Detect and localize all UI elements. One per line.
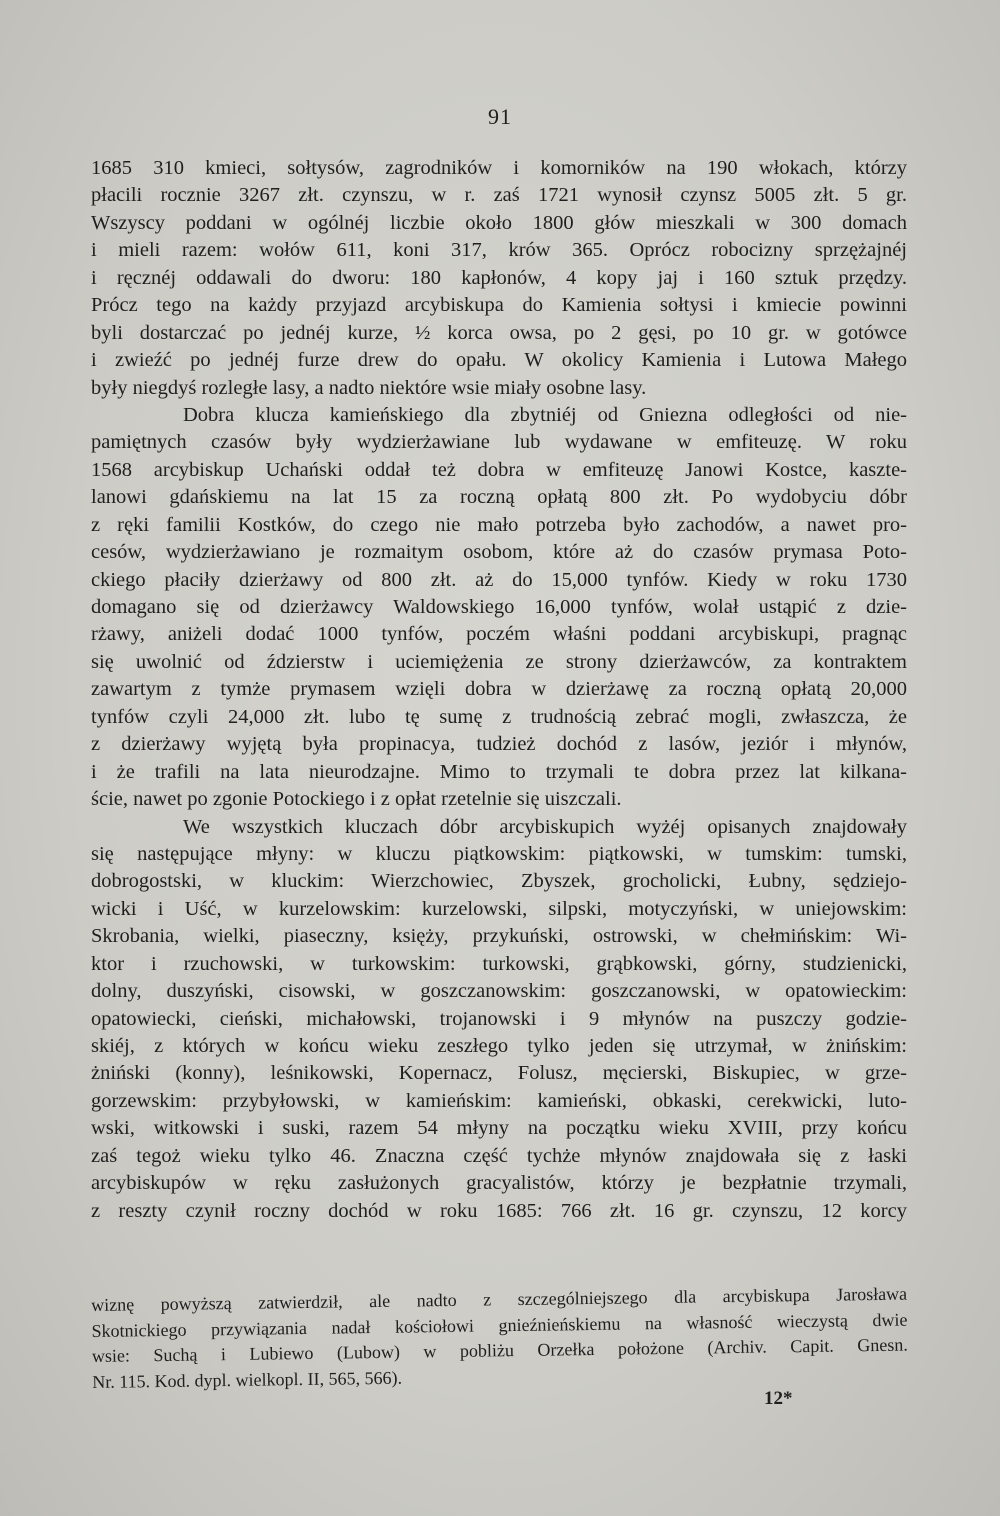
text-line: ście, nawet po zgonie Potockiego i z opłat rzetelnie się uiszczali. <box>91 788 622 811</box>
text-line: z dzierżawy wyjętą była propinacya, tudzież dochód z lasów, jeziór i młynów, <box>91 733 907 756</box>
text-line: byli dostarczać po jednéj kurze, ½ korca owsa, po 2 gęsi, po 10 gr. w gotówce <box>91 321 907 344</box>
text-line: i mieli razem: wołów 611, koni 317, krów 365. Oprócz robocizny sprzężajnéj <box>91 239 907 262</box>
text-line: skiéj, z których w końcu wieku zeszłego tylko jeden się utrzymał, w żnińskim: <box>91 1035 907 1057</box>
text-line: wicki i Uść, w kurzelowskim: kurzelowski, silpski, motyczyński, w uniejowskim: <box>91 897 907 920</box>
text-line: żniński (konny), leśnikowski, Kopernacz, Folusz, męcierski, Biskupiec, w grze- <box>91 1062 907 1085</box>
text-line: i zwieźć po jednéj furze drew do opału. W okolicy Kamienia i Lutowa Małego <box>91 349 907 372</box>
text-line: i że trafili na lata nieurodzajne. Mimo to trzymali te dobra przez lat kilkana- <box>91 760 907 783</box>
footnote-line: Skotnickiego przywiązania nadał kościołowi gnieźnieńskiemu na własność wieczystą dwie <box>91 1309 908 1341</box>
text-line: gorzewskim: przybyłowski, w kamieńskim: kamieński, obkaski, cerekwicki, luto- <box>91 1089 907 1112</box>
signature-mark: 12* <box>764 1388 793 1409</box>
text-line: rżawy, aniżeli dodać 1000 tynfów, poczém właśni poddani arcybiskupi, pragnąc <box>91 623 907 646</box>
text-line: Dobra klucza kamieńskiego dla zbytniéj od Gniezna odległości od nie- <box>183 403 907 426</box>
text-line: 1685 310 kmieci, sołtysów, zagrodników i komorników na 190 włokach, którzy <box>91 157 907 179</box>
page-number: 91 <box>488 104 512 129</box>
text-line: Skrobania, wielki, piaseczny, księży, przykuński, ostrowski, w chełmińskim: Wi- <box>91 925 907 948</box>
text-line: Prócz tego na każdy przyjazd arcybiskupa do Kamienia sołtysi i kmiecie powinni <box>91 294 907 317</box>
text-line: dobrogostski, w kluckim: Wierzchowiec, Zbyszek, grocholicki, Łubny, sędziejo- <box>91 870 907 893</box>
text-line: arcybiskupów w ręku zasłużonych gracyalistów, którzy je bezpłatnie trzymali, <box>91 1172 907 1195</box>
text-line: tynfów czyli 24,000 złt. lubo tę sumę z trudnością zebrać mogli, zwłaszcza, że <box>91 705 907 728</box>
body-text <box>91 155 907 1225</box>
text-line: płacili rocznie 3267 złt. czynszu, w r. zaś 1721 wynosił czynsz 5005 złt. 5 gr. <box>91 184 907 207</box>
text-line: domagano się od dzierżawcy Waldowskiego 16,000 tynfów, wolał ustąpić z dzie- <box>91 596 907 618</box>
text-line: cesów, wydzierżawiano je rozmaitym osobom, które aż do czasów prymasa Poto- <box>91 541 907 564</box>
text-line: lanowi gdańskiemu na lat 15 za roczną opłatą 800 złt. Po wydobyciu dóbr <box>91 486 907 509</box>
text-line: opatowiecki, cieński, michałowski, trojanowski i 9 młynów na puszczy godzie- <box>91 1007 907 1030</box>
text-line: zawartym z tymże prymasem wzięli dobra w dzierżawę za roczną opłatą 20,000 <box>91 678 907 701</box>
text-line: i ręcznéj oddawali do dworu: 180 kapłonów, 4 kopy jaj i 160 sztuk przędzy. <box>91 266 907 289</box>
text-line: We wszystkich kluczach dóbr arcybiskupich wyżéj opisanych znajdowały <box>183 815 907 838</box>
text-line: 1568 arcybiskup Uchański oddał też dobra w emfiteuzę Janowi Kostce, kaszte- <box>91 458 907 481</box>
text-line: wski, witkowski i suski, razem 54 młyny na początku wieku XVIII, przy końcu <box>91 1117 907 1140</box>
text-line: ckiego płaciły dzierżawy od 800 złt. aż do 15,000 tynfów. Kiedy w roku 1730 <box>91 568 907 591</box>
text-line: dolny, duszyński, cisowski, w goszczanowskim: goszczanowski, w opatowieckim: <box>91 980 907 1003</box>
text-line: się uwolnić od ździerstw i uciemiężenia ze strony dzierżawców, za kontraktem <box>91 650 907 673</box>
text-line: się następujące młyny: w kluczu piątkowskim: piątkowski, w tumskim: tumski, <box>91 842 907 865</box>
footnote-line: wiznę powyższą zatwierdził, ale nadto z szczególniejszego dla arcybiskupa Jarosława <box>91 1283 908 1315</box>
text-line: ktor i rzuchowski, w turkowskim: turkowski, grąbkowski, górny, studzienicki, <box>91 952 907 975</box>
text-line: z ręki familii Kostków, do czego nie mało potrzeba było zachodów, a nawet pro- <box>91 513 907 536</box>
footnote-line: wsie: Suchą i Lubiewo (Lubow) w pobliżu Orzełka położone (Archiv. Capit. Gnesn. <box>91 1334 908 1366</box>
text-line: pamiętnych czasów były wydzierżawiane lub wydawane w emfiteuzę. W roku <box>91 431 907 454</box>
text-line: były niegdyś rozległe lasy, a nadto niektóre wsie miały osobne lasy. <box>91 376 647 399</box>
text-line: Wszyscy poddani w ogólnéj liczbie około 1800 głów mieszkali w 300 domach <box>91 211 907 234</box>
footnote-line: Nr. 115. Kod. dypl. wielkopl. II, 565, 566). <box>92 1367 403 1392</box>
text-line: zaś tegoż wieku tylko 46. Znaczna część tychże młynów znajdowała się z łaski <box>91 1144 907 1167</box>
text-line: z reszty czynił roczny dochód w roku 1685: 766 złt. 16 gr. czynszu, 12 korcy <box>91 1199 907 1222</box>
footnotes <box>91 1282 908 1395</box>
